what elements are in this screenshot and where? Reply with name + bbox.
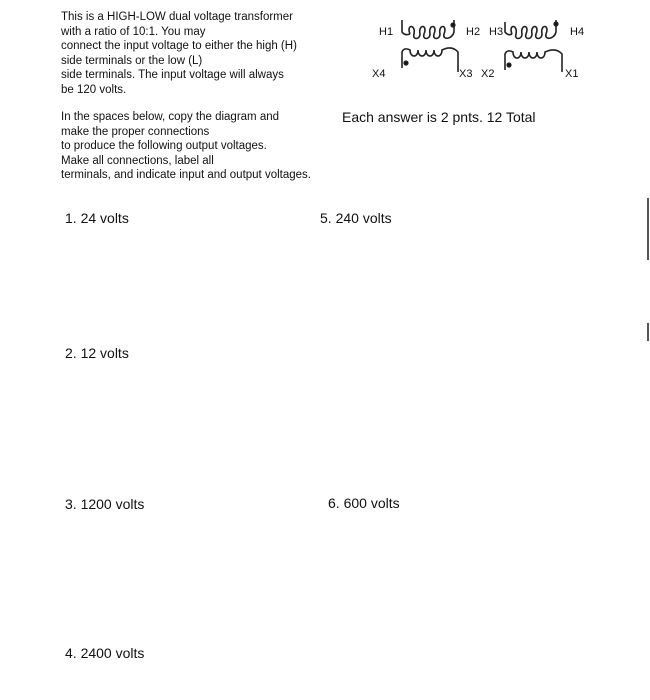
question-4: 4. 2400 volts: [65, 645, 145, 661]
terminal-h4: H4: [570, 26, 585, 38]
intro-line: This is a HIGH-LOW dual voltage transformer: [61, 11, 293, 23]
terminal-h3: H3: [489, 26, 504, 38]
question-3: 3. 1200 volts: [65, 496, 145, 512]
question-6: 6. 600 volts: [328, 495, 400, 511]
terminal-x1: X1: [565, 68, 579, 80]
instructions-line: In the spaces below, copy the diagram and: [61, 111, 280, 123]
transformer-diagram: [0, 0, 650, 100]
instructions-line: make the proper connections: [61, 125, 210, 138]
question-1: 1. 24 volts: [65, 210, 129, 226]
instructions-line: terminals, and indicate input and output voltages.: [61, 169, 311, 182]
secondary-winding-2: [505, 50, 562, 72]
intro-line: connect the input voltage to either the high (H): [61, 40, 297, 53]
instructions-text: [61, 110, 311, 183]
scoring-note: Each answer is 2 pnts. 12 Total: [342, 109, 536, 125]
intro-line: with a ratio of 10:1. You may: [61, 25, 206, 38]
question-2: 2. 12 volts: [65, 345, 129, 361]
intro-line: side terminals. The input voltage will always: [61, 69, 284, 82]
secondary-winding-1: [402, 48, 458, 72]
terminal-x3: X3: [459, 68, 473, 80]
page-edge-line: [647, 323, 649, 341]
intro-line: be 120 volts.: [61, 83, 127, 96]
terminal-x2: X2: [481, 68, 495, 80]
instructions-line: Make all connections, label all: [61, 154, 214, 167]
primary-winding-2: [505, 20, 558, 39]
terminal-h2: H2: [466, 26, 481, 38]
terminal-h1: H1: [379, 26, 394, 38]
terminal-x4: X4: [372, 68, 386, 80]
page-edge-line: [647, 198, 649, 260]
question-5: 5. 240 volts: [320, 210, 392, 226]
instructions-line: to produce the following output voltages.: [61, 140, 267, 153]
intro-line: side terminals or the low (L): [61, 54, 203, 67]
primary-winding-1: [402, 20, 455, 39]
